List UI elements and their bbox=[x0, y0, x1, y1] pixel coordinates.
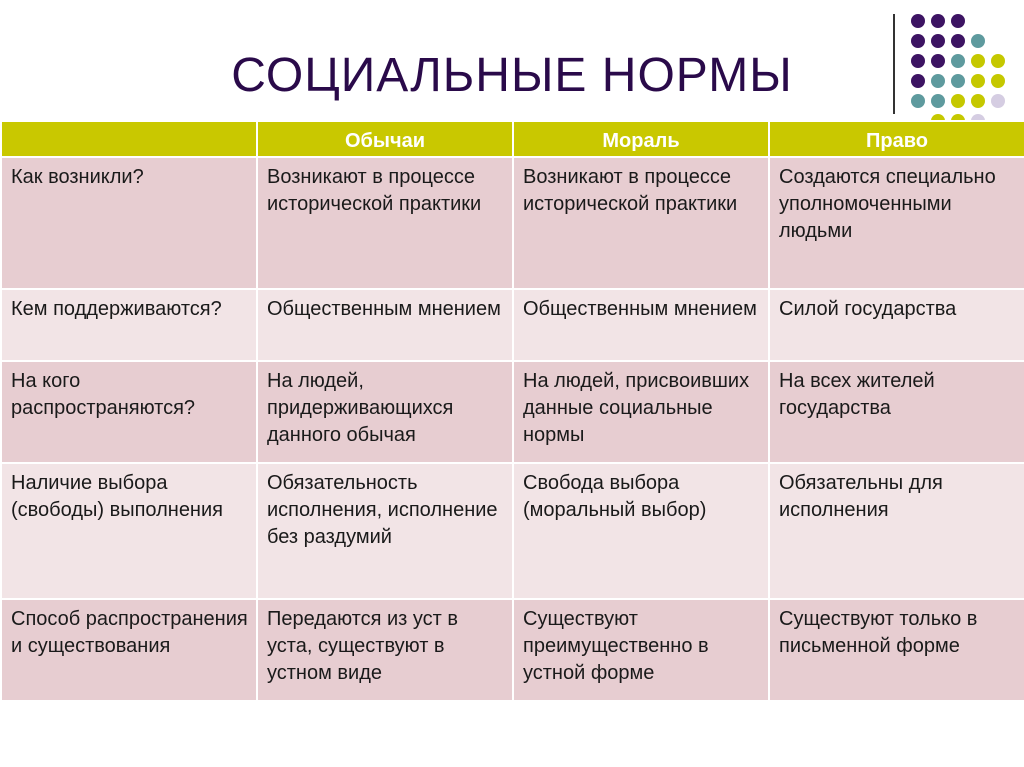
table-cell: На людей, присвоивших данные социальные нормы bbox=[513, 361, 769, 463]
row-label: Кем поддерживаются? bbox=[1, 289, 257, 361]
table-cell: Создаются специально уполномоченными людьми bbox=[769, 157, 1024, 289]
row-label: Наличие выбора (свободы) выполнения bbox=[1, 463, 257, 599]
row-label: Как возникли? bbox=[1, 157, 257, 289]
decor-dot bbox=[951, 54, 965, 68]
table-cell: Существуют преимущественно в устной форме bbox=[513, 599, 769, 701]
decor-dot bbox=[931, 14, 945, 28]
header-customs: Обычаи bbox=[257, 121, 513, 157]
table-row bbox=[1, 599, 1024, 701]
table-row bbox=[1, 157, 1024, 289]
table-cell: Возникают в процессе исторической практики bbox=[513, 157, 769, 289]
decor-dot bbox=[911, 14, 925, 28]
decor-dot bbox=[991, 74, 1005, 88]
header-morality: Мораль bbox=[513, 121, 769, 157]
decor-dot bbox=[911, 94, 925, 108]
table-cell: Общественным мнением bbox=[513, 289, 769, 361]
decor-dot bbox=[971, 54, 985, 68]
decor-dot bbox=[971, 74, 985, 88]
decor-dot bbox=[931, 74, 945, 88]
header-law: Право bbox=[769, 121, 1024, 157]
decor-dot bbox=[951, 94, 965, 108]
row-label: На кого распространяются? bbox=[1, 361, 257, 463]
decor-dot bbox=[931, 34, 945, 48]
decorative-dots bbox=[0, 0, 1024, 130]
decor-dot bbox=[911, 34, 925, 48]
decor-dot bbox=[931, 54, 945, 68]
table-cell: На людей, придерживающихся данного обычая bbox=[257, 361, 513, 463]
table-cell: Существуют только в письменной форме bbox=[769, 599, 1024, 701]
norms-table bbox=[0, 120, 1024, 702]
decor-dot bbox=[931, 94, 945, 108]
header-row bbox=[1, 121, 1024, 157]
decor-dot bbox=[951, 34, 965, 48]
table-cell: Обязательность исполнения, исполнение без раздумий bbox=[257, 463, 513, 599]
decor-dot bbox=[991, 94, 1005, 108]
table-cell: Свобода выбора (моральный выбор) bbox=[513, 463, 769, 599]
decor-dot bbox=[951, 74, 965, 88]
table-row bbox=[1, 361, 1024, 463]
decor-dot bbox=[951, 14, 965, 28]
table-cell: Силой государства bbox=[769, 289, 1024, 361]
decor-dot bbox=[911, 54, 925, 68]
table-cell: Обязательны для исполнения bbox=[769, 463, 1024, 599]
table-row bbox=[1, 289, 1024, 361]
table-row bbox=[1, 463, 1024, 599]
row-label: Способ распространения и существования bbox=[1, 599, 257, 701]
slide-title: СОЦИАЛЬНЫЕ НОРМЫ bbox=[231, 49, 793, 102]
table-cell: На всех жителей государства bbox=[769, 361, 1024, 463]
table-cell: Возникают в процессе исторической практики bbox=[257, 157, 513, 289]
decor-dot bbox=[971, 34, 985, 48]
decor-dot bbox=[971, 94, 985, 108]
table-cell: Общественным мнением bbox=[257, 289, 513, 361]
decor-dot bbox=[911, 74, 925, 88]
header-cell-empty bbox=[1, 121, 257, 157]
table-cell: Передаются из уст в уста, существуют в устном виде bbox=[257, 599, 513, 701]
decor-dot bbox=[991, 54, 1005, 68]
